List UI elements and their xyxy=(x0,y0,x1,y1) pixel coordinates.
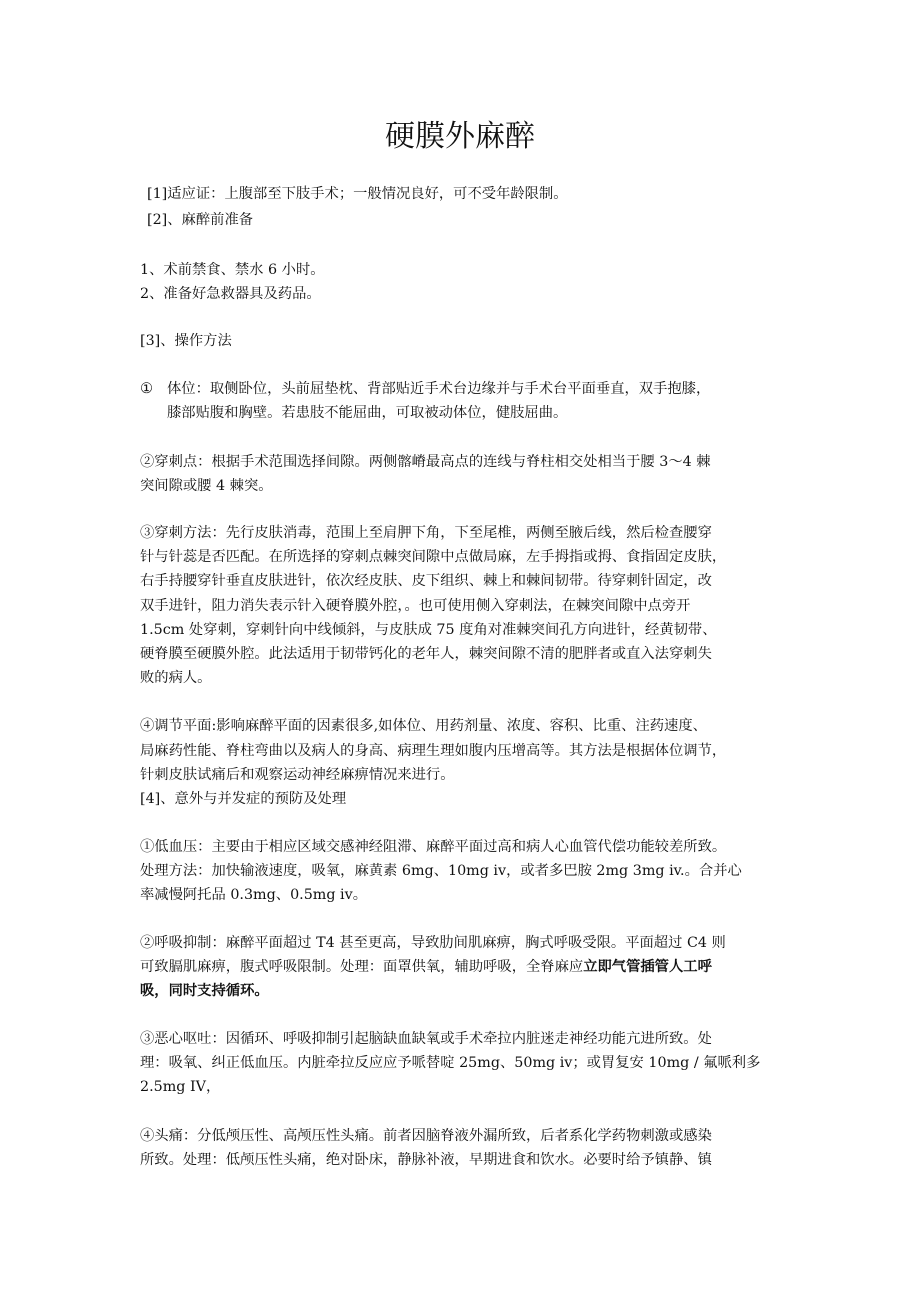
hypotension-line: 处理方法：加快输液速度，吸氧，麻黄素 6mg、10mg iv，或者多巴胺 2mg 3mg iv.。合并心 xyxy=(140,863,742,879)
indication-heading: [1]适应证：上腹部至下肢手术；一般情况良好，可不受年龄限制。 xyxy=(147,186,568,202)
puncture-method-line: 败的病人。 xyxy=(140,670,212,686)
document-title: 硬膜外麻醉 xyxy=(385,119,535,154)
text-line: 体位：取侧卧位，头前屈垫枕、背部贴近手术台边缘并与手术台平面垂直，双手抱膝， xyxy=(167,381,711,397)
position-paragraph xyxy=(140,379,710,399)
puncture-method-line: 1.5cm 处穿刺，穿刺针向中线倾斜，与皮肤成 75 度角对准棘突间孔方向进针，经黄韧带、 xyxy=(140,622,717,638)
level-adjust-line: 局麻药性能、脊柱弯曲以及病人的身高、病理生理如腹内压增高等。其方法是根据体位调节， xyxy=(140,743,727,759)
item-number: ① xyxy=(140,381,153,397)
nausea-line: ③恶心呕吐：因循环、呼吸抑制引起脑缺血缺氧或手术牵拉内脏迷走神经功能亢进所致。处 xyxy=(140,1031,712,1047)
nausea-line: 2.5mg IV， xyxy=(140,1079,221,1095)
prep-item: 1、术前禁食、禁水 6 小时。 xyxy=(140,262,325,278)
position-paragraph-cont: 膝部贴腹和胸壁。若患肢不能屈曲，可取被动体位，健肢屈曲。 xyxy=(167,405,568,421)
resp-depression-line xyxy=(140,957,712,977)
puncture-method-line: 硬脊膜至硬膜外腔。此法适用于韧带钙化的老年人，棘突间隙不清的肥胖者或直入法穿刺失 xyxy=(140,646,712,662)
complications-heading: [4]、意外与并发症的预防及处理 xyxy=(140,791,347,807)
headache-line: 所致。处理：低颅压性头痛，绝对卧床，静脉补液，早期进食和饮水。必要时给予镇静、镇 xyxy=(140,1152,712,1168)
hypotension-line: 率减慢阿托品 0.3mg、0.5mg iv。 xyxy=(140,887,368,903)
prep-heading: [2]、麻醉前准备 xyxy=(147,212,254,228)
level-adjust-line: ④调节平面:影响麻醉平面的因素很多,如体位、用药剂量、浓度、容积、比重、注药速度、 xyxy=(140,718,707,734)
text-line: 可致膈肌麻痹，腹式呼吸限制。处理：面罩供氧，辅助呼吸，全脊麻应 xyxy=(140,959,584,975)
puncture-method-line: 双手进针，阻力消失表示针入硬脊膜外腔，。也可使用侧入穿刺法，在棘突间隙中点旁开 xyxy=(140,598,691,614)
emphasis-text: 立即气管插管人工呼 xyxy=(583,959,712,975)
resp-depression-line xyxy=(140,981,269,1001)
prep-item: 2、准备好急救器具及药品。 xyxy=(140,286,321,302)
level-adjust-line: 针刺皮肤试痛后和观察运动神经麻痹情况来进行。 xyxy=(140,767,455,783)
method-heading: [3]、操作方法 xyxy=(140,333,232,349)
headache-line: ④头痛：分低颅压性、高颅压性头痛。前者因脑脊液外漏所致，后者系化学药物刺激或感染 xyxy=(140,1128,712,1144)
puncture-point-line: ②穿刺点：根据手术范围选择间隙。两侧髂嵴最高点的连线与脊柱相交处相当于腰 3～4 棘 xyxy=(140,454,711,470)
puncture-method-line: ③穿刺方法：先行皮肤消毒，范围上至肩胛下角，下至尾椎，两侧至腋后线，然后检查腰穿 xyxy=(140,525,712,541)
puncture-method-line: 针与针蕊是否匹配。在所选择的穿刺点棘突间隙中点做局麻，左手拇指或拇、食指固定皮肤， xyxy=(140,549,727,565)
puncture-method-line: 右手持腰穿针垂直皮肤进针，依次经皮肤、皮下组织、棘上和棘间韧带。待穿刺针固定，改 xyxy=(140,573,712,589)
nausea-line: 理：吸氧、纠正低血压。内脏牵拉反应应予哌替啶 25mg、50mg iv；或胃复安 10mg / 氟哌利多 xyxy=(140,1055,761,1071)
hypotension-line: ①低血压：主要由于相应区域交感神经阻滞、麻醉平面过高和病人心血管代偿功能较差所致。 xyxy=(140,839,727,855)
emphasis-text: 吸，同时支持循环。 xyxy=(140,983,269,999)
puncture-point-line: 突间隙或腰 4 棘突。 xyxy=(140,478,273,494)
resp-depression-line: ②呼吸抑制：麻醉平面超过 T4 甚至更高，导致肋间肌麻痹，胸式呼吸受限。平面超过 C4 则 xyxy=(140,935,726,951)
